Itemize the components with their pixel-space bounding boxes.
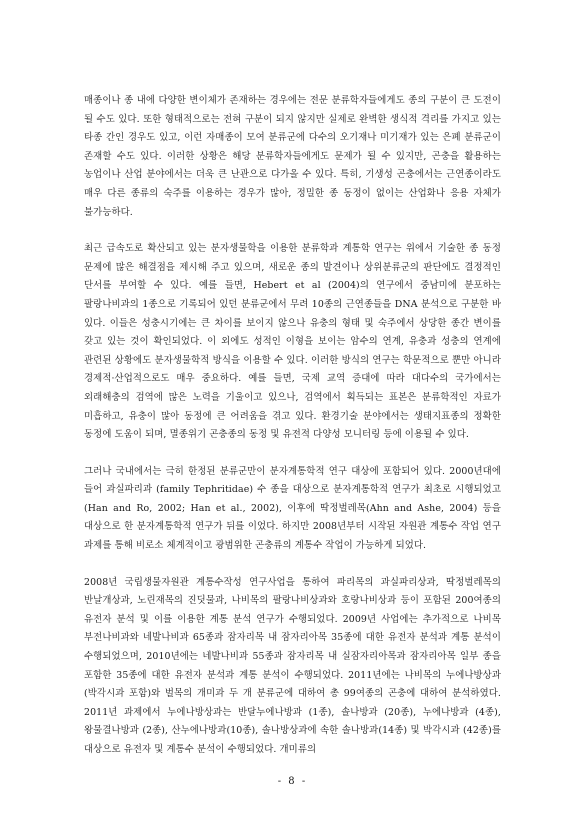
paragraph-3: 그러나 국내에서는 극히 한정된 분류군만이 분자계통학적 연구 대상에 포함되어 있다. 2000년대에 들어 과실파리과 (family Tephritidae) 수 종을 대상으로 분자계통학적 연구가 최초로 시행되었고 (Han and Ro, 2002; Han et al., 2002), 이후에 딱정벌레목(Ahn and Ashe, 2004) 등을 대상으로 한 분자계통학적 연구가 뒤를 이었다. 하지만 2008년부터 시작된 자원관 계통수 작업 연구 과제를 통해 비로소 체계적이고 광범위한 곤충류의 계통수 작업이 가능하게 되었다. [84,465,501,552]
paragraph-1: 매종이나 종 내에 다양한 변이체가 존재하는 경우에는 전문 분류학자들에게도 종의 구분이 큰 도전이 될 수도 있다. 또한 형태적으로는 전혀 구분이 되지 않지만 실제로 완벽한 생식적 격리를 가지고 있는 타종 간인 경우도 있고, 이런 자매종이 모여 분류군에 다수의 오기재나 미기재가 있는 은폐 분류군이 존재할 수도 있다. 이러한 상황은 해당 분류학자들에게도 문제가 될 수 있지만, 곤충을 활용하는 농업이나 산업 분야에서는 더욱 큰 난관으로 다가올 수 있다. 특히, 기생성 곤충에서는 근연종이라도 매우 다른 종류의 숙주를 이용하는 경우가 많아, 정밀한 종 동정이 없이는 산업화나 응용 자체가 불가능하다. [84,95,501,218]
paragraph-2: 최근 급속도로 확산되고 있는 분자생물학을 이용한 분류학과 계통학 연구는 위에서 기술한 종 동정 문제에 많은 해결점을 제시해 주고 있으며, 새로운 종의 발견이나 상위분류군의 판단에도 결정적인 단서를 부여할 수 있다. 예를 들면, Hebert et al (2004)의 연구에서 중남미에 분포하는 팔랑나비과의 1종으로 기록되어 있던 분류군에서 무려 10종의 근연종들을 DNA 분석으로 구분한 바 있다. 이들은 성충시기에는 큰 차이를 보이지 않으나 유충의 형태 및 숙주에서 상당한 종간 변이를 갖고 있는 것이 확인되었다. 이 외에도 성적인 이형을 보이는 암수의 연계, 유충과 성충의 연계에 관련된 상황에도 분자생물학적 방식을 이용할 수 있다. 이러한 방식의 연구는 학문적으로 뿐만 아니라 경제적·산업적으로도 매우 중요하다. 예를 들면, 국제 교역 증대에 따라 대다수의 국가에서는 외래해충의 검역에 많은 노력을 기울이고 있으나, 검역에서 획득되는 표본은 분류학적인 자료가 미흡하고, 유충이 많아 동정에 큰 어려움을 겪고 있다. 환경기술 분야에서는 생태지표종의 정확한 동정에 도움이 되며, 멸종위기 곤충종의 동정 및 유전적 다양성 모니터링 등에 이용될 수 있다. [84,243,501,441]
paragraph-4: 2008년 국립생물자원관 계통수작성 연구사업을 통하여 파리목의 과실파리상과, 딱정벌레목의 반날개상과, 노린재목의 진딧물과, 나비목의 팔랑나비상과와 호랑나비상과 등이 포함된 200여종의 유전자 분석 및 이를 이용한 계통 분석 연구가 수행되었다. 2009년 사업에는 추가적으로 나비목 부전나비과와 네발나비과 65종과 잠자리목 내 잠자리아목 35종에 대한 유전자 분석과 계통 분석이 수행되었으며, 2010년에는 네발나비과 55종과 잠자리목 내 실잠자리아목과 잠자리아목 일부 종을 포함한 35종에 대한 유전자 분석과 계통 분석이 수행되었다. 2011년에는 나비목의 누에나방상과 (박각시과 포함)와 벌목의 개미과 두 개 분류군에 대하여 총 99여종의 곤충에 대하여 분석하였다. 2011년 과제에서 누에나방상과는 반달누에나방과 (1종), 솔나방과 (20종), 누에나방과 (4종), 왕물결나방과 (2종), 산누에나방과(10종), 솔나방상과에 속한 솔나방과(14종) 및 박각시과 (42종)를 대상으로 유전자 및 계통수 분석이 수행되었다. 개미류의 [84,576,501,755]
document-body [84,92,501,778]
page-number: - 8 - [277,776,308,787]
